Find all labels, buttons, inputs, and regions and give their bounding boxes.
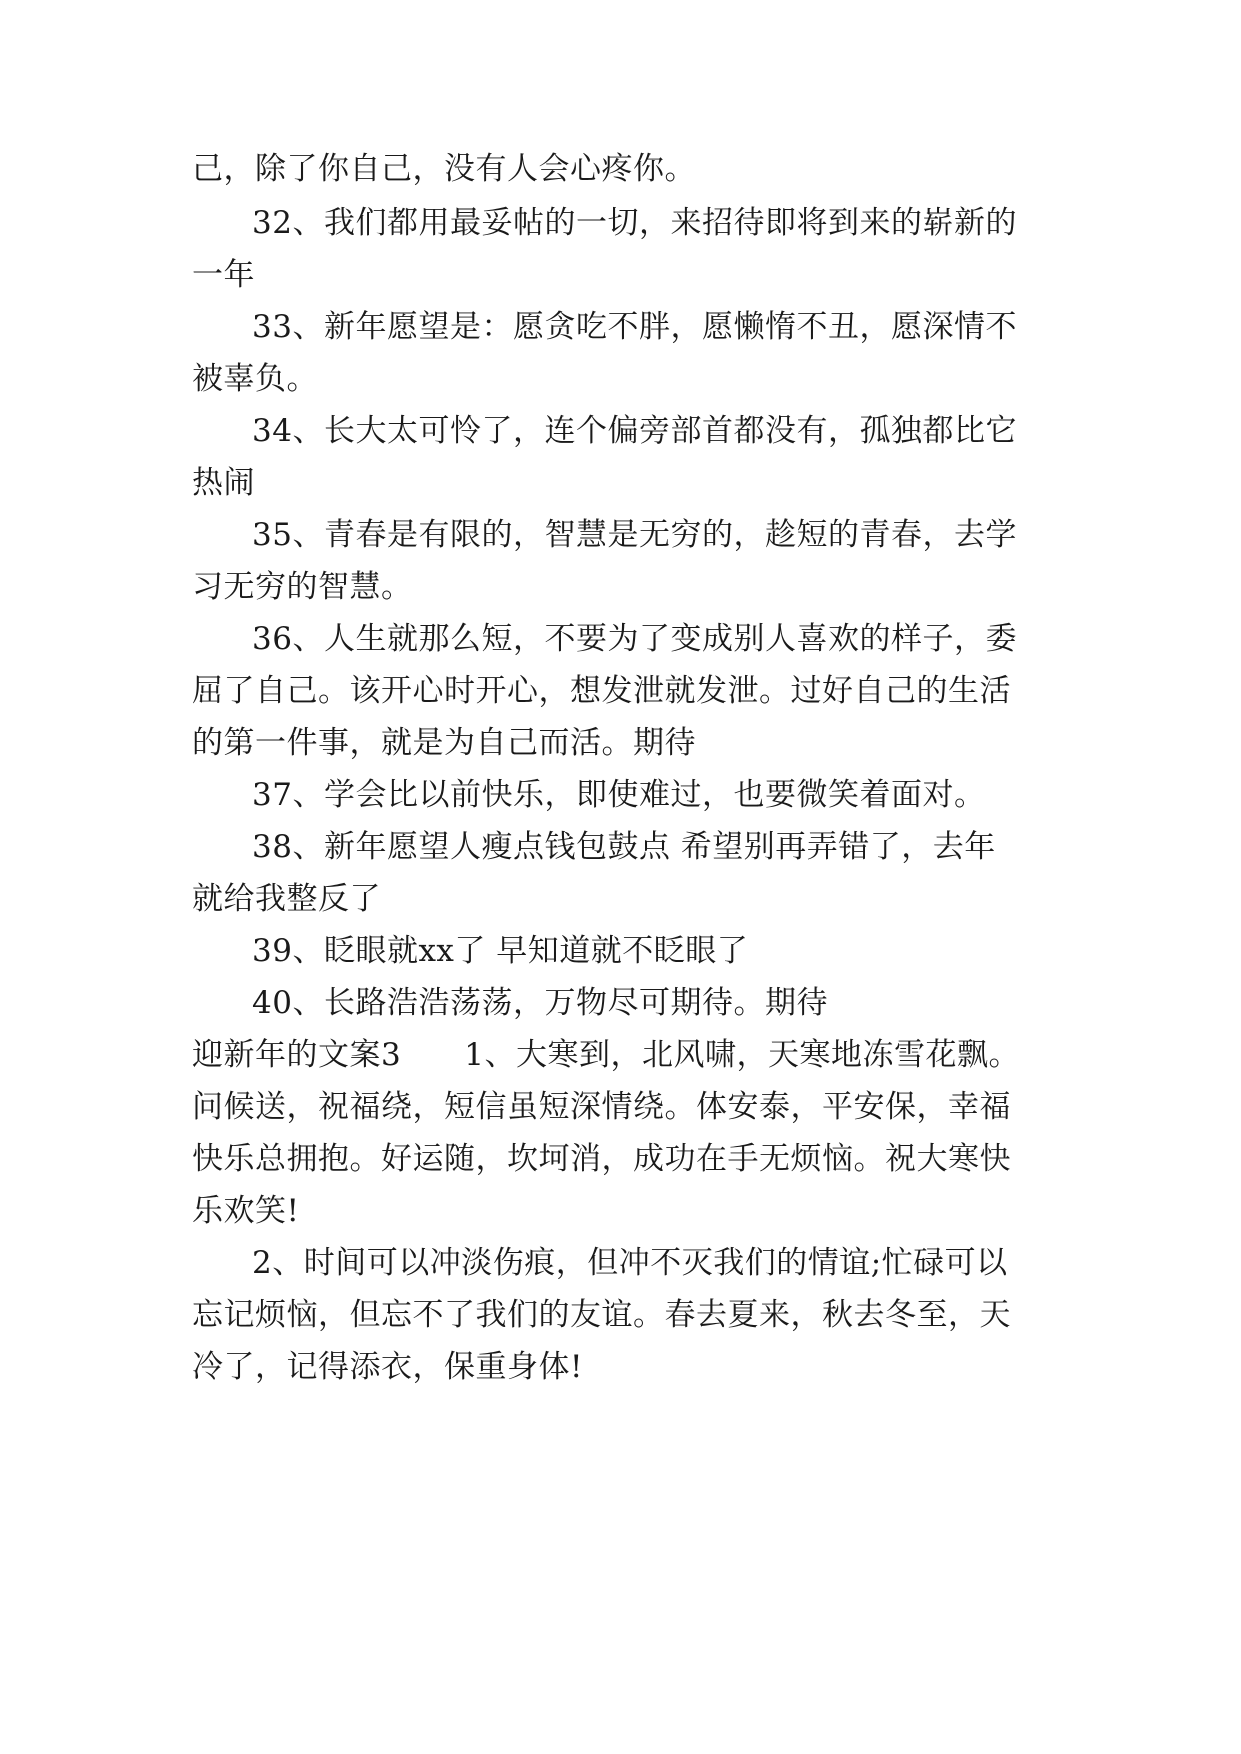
- text-line: 38、新年愿望人瘦点钱包鼓点 希望别再弄错了，去年: [252, 829, 996, 865]
- text-line: 一年: [192, 257, 255, 293]
- text-line: 就给我整反了: [192, 881, 381, 917]
- text-line: 35、青春是有限的，智慧是无穷的，趁短的青春，去学: [252, 517, 1017, 553]
- text-line: 40、长路浩浩荡荡，万物尽可期待。期待: [252, 985, 828, 1021]
- text-line: 己，除了你自己，没有人会心疼你。: [192, 151, 696, 187]
- section-heading-line: 迎新年的文案3 1、大寒到，北风啸，天寒地冻雪花飘。: [192, 1037, 1020, 1073]
- text-line: 习无穷的智慧。: [192, 569, 413, 605]
- text-line: 问候送，祝福绕，短信虽短深情绕。体安泰，平安保，幸福: [192, 1089, 1011, 1125]
- text-line: 快乐总拥抱。好运随，坎坷消，成功在手无烦恼。祝大寒快: [192, 1141, 1011, 1177]
- text-line: 忘记烦恼，但忘不了我们的友谊。春去夏来，秋去冬至，天: [192, 1297, 1011, 1333]
- text-line: 33、新年愿望是：愿贪吃不胖，愿懒惰不丑，愿深情不: [252, 309, 1017, 345]
- text-line: 37、学会比以前快乐，即使难过，也要微笑着面对。: [252, 777, 986, 813]
- text-line: 热闹: [192, 465, 255, 501]
- text-line: 34、长大太可怜了，连个偏旁部首都没有，孤独都比它: [252, 413, 1017, 449]
- text-line: 屈了自己。该开心时开心，想发泄就发泄。过好自己的生活: [192, 673, 1011, 709]
- text-line: 32、我们都用最妥帖的一切，来招待即将到来的崭新的: [252, 205, 1017, 241]
- text-line: 的第一件事，就是为自己而活。期待: [192, 725, 696, 761]
- text-line: 乐欢笑!: [192, 1193, 300, 1229]
- text-line: 36、人生就那么短，不要为了变成别人喜欢的样子，委: [252, 621, 1017, 657]
- text-line: 冷了，记得添衣，保重身体!: [192, 1349, 583, 1385]
- text-line: 被辜负。: [192, 361, 318, 397]
- text-line: 2、时间可以冲淡伤痕，但冲不灭我们的情谊;忙碌可以: [252, 1245, 1008, 1281]
- text-line: 39、眨眼就xx了 早知道就不眨眼了: [252, 933, 749, 969]
